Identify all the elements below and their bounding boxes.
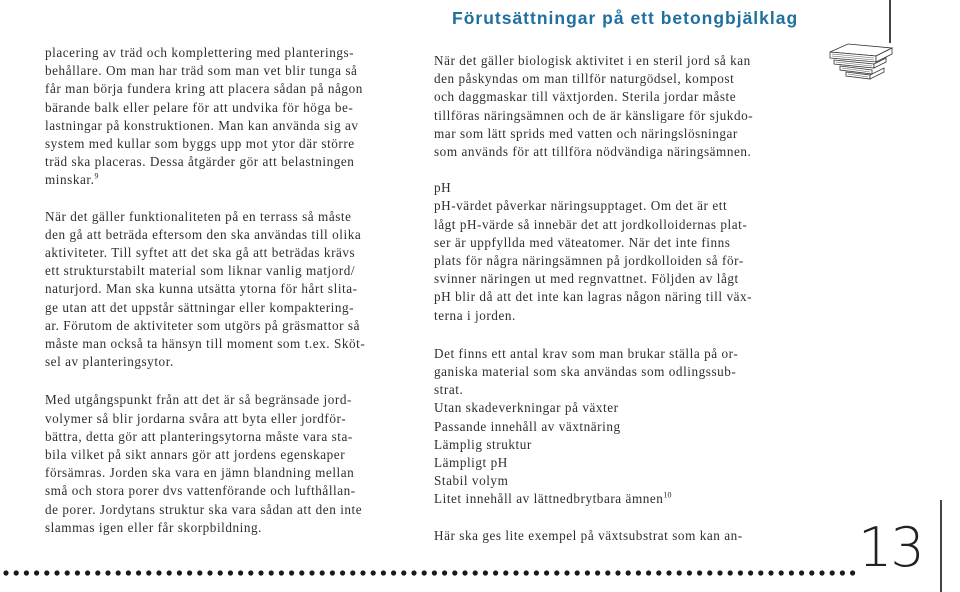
text-line: som används för att tillföra nödvändiga näringsämnen. [434, 144, 752, 160]
text-line: behållare. Om man har träd som man vet blir tunga så [45, 63, 358, 79]
text-line: ge utan att det uppstår sättningar eller kompaktering- [45, 299, 355, 315]
list-item: Passande innehåll av växtnäring [434, 418, 621, 434]
left-text-column [45, 44, 425, 537]
text-line: träd ska placeras. Dessa åtgärder gör att belastningen [45, 154, 355, 170]
text-line: När det gäller funktionaliteten på en terrass så måste [45, 208, 352, 224]
text-line: pH blir då att det inte kan lagras någon näring till väx- [434, 289, 753, 305]
text-line: sel av planteringsytor. [45, 354, 174, 370]
text-line: lågt pH-värde så innebär det att jordkolloidernas plat- [434, 216, 748, 232]
subheading-ph: pH [434, 180, 452, 196]
text-line: naturjord. Man ska kunna utsätta ytorna för hårt slita- [45, 281, 358, 297]
paragraph-biologisk-aktivitet [434, 52, 814, 161]
text-line: bättra, detta gör att planteringsytorna måste vara sta- [45, 428, 353, 444]
text-line: Med utgångspunkt från att det är så begränsade jord- [45, 392, 352, 408]
paragraph-jordvolymer [45, 391, 425, 537]
text-line: de porer. Jordytans struktur ska vara sådan att den inte [45, 501, 363, 517]
text-line: bärande balk eller pelare för att undvika för höga be- [45, 99, 354, 115]
text-line: Det finns ett antal krav som man brukar ställa på or- [434, 345, 739, 361]
dotted-footer-rule [0, 566, 960, 580]
text-line: försämras. Jorden ska vara en jämn blandning mellan [45, 465, 355, 481]
text-line: lastningar på konstruktionen. Man kan använda sig av [45, 117, 359, 133]
text-line: den gå att beträda eftersom den ska användas till olika [45, 226, 362, 242]
text-line: plats för några näringsämnen på jordkolloiden så för- [434, 253, 744, 269]
text-line: aktiviteter. Till syftet att det ska gå att beträdas krävs [45, 245, 356, 261]
page-number: 13 [858, 516, 923, 579]
text-line: små och stora porer dvs vattenförande och lufthållan- [45, 483, 356, 499]
text-line: ett strukturstabilt material som liknar vanlig matjord/ [45, 263, 356, 279]
text-line: den påskyndas om man tillför naturgödsel, kompost [434, 71, 735, 87]
text-line: ganiska material som ska användas som odlingssub- [434, 364, 737, 380]
text-line: måste man också ta hänsyn till moment som t.ex. Sköt- [45, 336, 366, 352]
text-line: pH-värdet påverkar näringsupptaget. Om det är ett [434, 198, 728, 214]
text-line: ar. Förutom de aktiviteter som utgörs på gräsmattor så [45, 317, 361, 333]
paragraph-funktionalitet [45, 208, 425, 372]
text-line: svinner näringen ut med regnvattnet. Följden av lågt [434, 271, 739, 287]
paragraph-vaxtsubstrat [434, 527, 814, 545]
right-text-column [434, 52, 814, 545]
text-line: strat. [434, 382, 464, 398]
list-item: Utan skadeverkningar på växter [434, 400, 619, 416]
text-line: system med kullar som byggs upp mot ytor där större [45, 136, 355, 152]
text-line: terna i jorden. [434, 307, 516, 323]
text-line: och daggmaskar till växtjorden. Sterila jordar måste [434, 89, 737, 105]
paragraph-krav-lista [434, 345, 814, 509]
paragraph-ph [434, 179, 814, 325]
text-line-content: minskar. [45, 172, 95, 188]
text-line: bila vilket på sikt annars gör att jordens egenskaper [45, 447, 346, 463]
list-item: Lämpligt pH [434, 455, 508, 471]
text-line: Här ska ges lite exempel på växtsubstrat som kan an- [434, 527, 743, 543]
footnote-marker: 10 [663, 491, 672, 501]
text-line: tillföras näringsämnen och de är känsligare för sjukdo- [434, 107, 754, 123]
text-line: När det gäller biologisk aktivitet i en steril jord så kan [434, 53, 751, 68]
header-divider-line [889, 0, 891, 43]
list-item [434, 490, 814, 508]
list-item: Lämplig struktur [434, 436, 532, 452]
text-line: ser är uppfyllda med väteatomer. När det inte finns [434, 234, 731, 250]
footnote-marker: 9 [94, 172, 99, 182]
list-item-content: Litet innehåll av lättnedbrytbara ämnen [434, 491, 664, 507]
terrace-layers-icon [828, 38, 894, 86]
header-title: Förutsättningar på ett betongbjälklag [452, 8, 799, 28]
list-item: Stabil volym [434, 473, 509, 489]
paragraph-placering [45, 44, 425, 190]
text-line: får man börja fundera kring att placera sådan på någon [45, 81, 363, 97]
text-line: placering av träd och komplettering med planterings- [45, 45, 355, 60]
text-line: mar som lätt sprids med vatten och näringslösningar [434, 125, 738, 141]
text-line [45, 171, 425, 189]
text-line: volymer så blir jordarna svåra att byta eller jordför- [45, 410, 347, 426]
text-line: slammas igen eller får skorpbildning. [45, 519, 263, 535]
